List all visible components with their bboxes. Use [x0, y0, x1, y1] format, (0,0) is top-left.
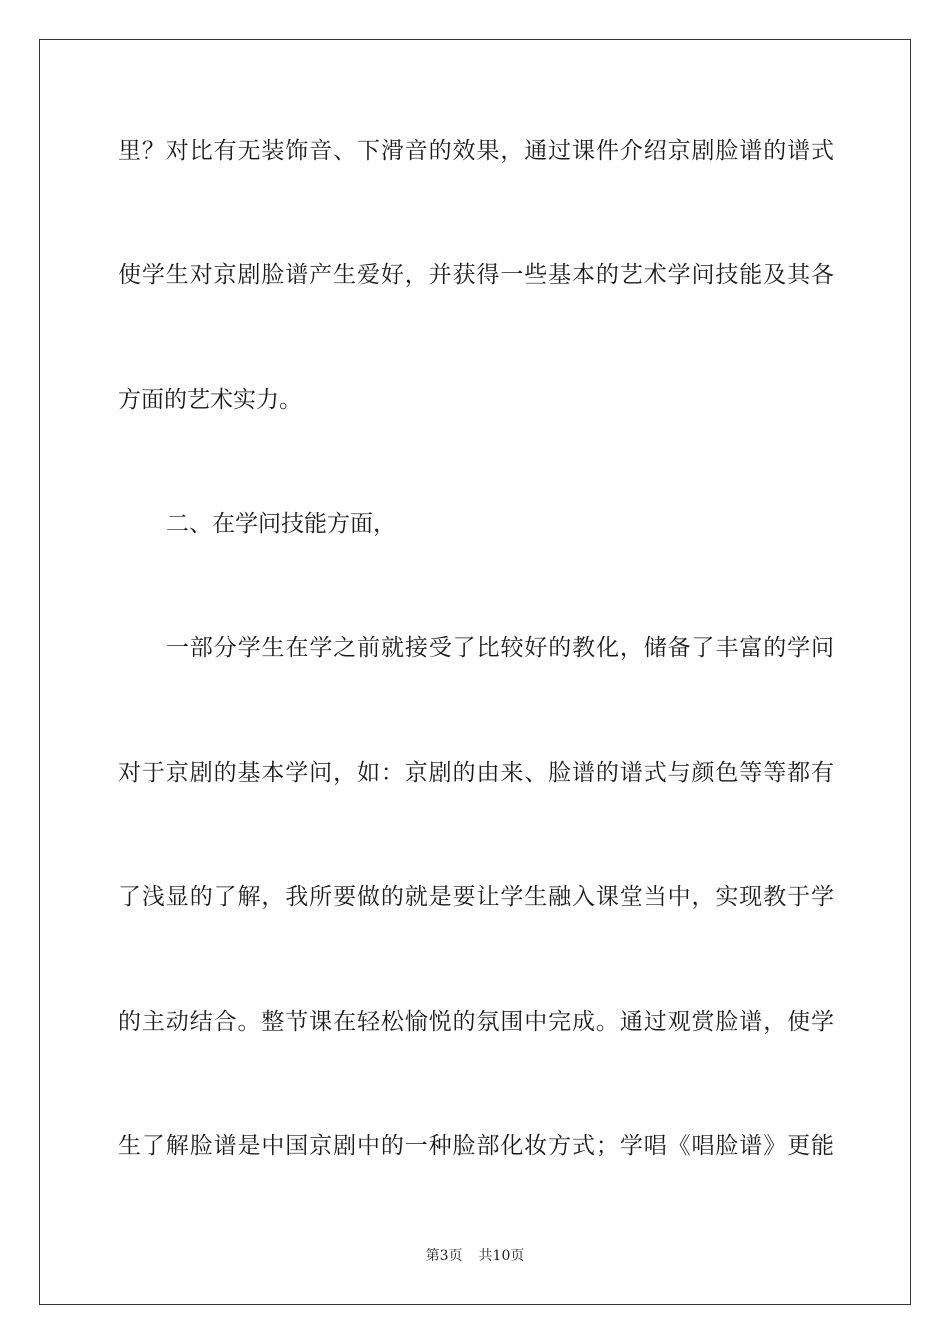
body-text-line: 对于京剧的基本学问，如：京剧的由来、脸谱的谱式与颜色等等都有 [118, 760, 834, 786]
body-text-line: 方面的艺术实力。 [118, 387, 302, 413]
page-number: 第3页 [425, 1248, 463, 1264]
body-text-line: 生了解脸谱是中国京剧中的一种脸部化妆方式；学唱《唱脸谱》更能 [118, 1133, 834, 1159]
body-text-line: 使学生对京剧脸谱产生爱好，并获得一些基本的艺术学问技能及其各 [118, 262, 834, 288]
section-heading: 二、在学问技能方面， [166, 511, 396, 537]
body-text-line: 一部分学生在学之前就接受了比较好的教化，储备了丰富的学问 [166, 635, 834, 661]
body-text-line: 的主动结合。整节课在轻松愉悦的氛围中完成。通过观赏脸谱，使学 [118, 1009, 834, 1035]
body-text-line: 了浅显的了解，我所要做的就是要让学生融入课堂当中，实现教于学 [118, 884, 834, 910]
body-text-line: 里？对比有无装饰音、下滑音的效果，通过课件介绍京剧脸谱的谱式 [118, 138, 834, 164]
page-footer [0, 1246, 950, 1266]
page-border [39, 39, 911, 1305]
page-total: 共10页 [478, 1248, 525, 1264]
